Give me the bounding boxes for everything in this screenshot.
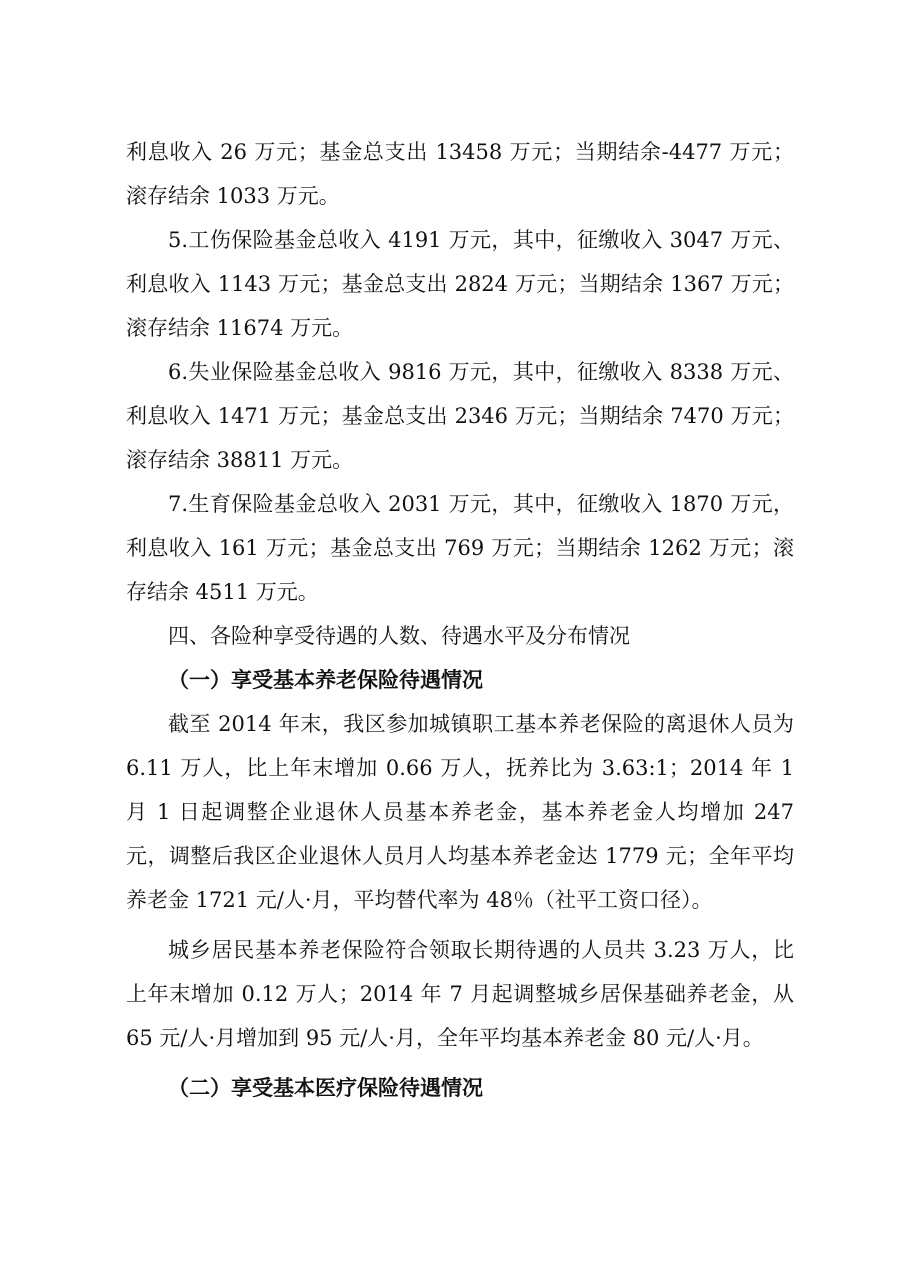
- subsection-heading-medical: （二）享受基本医疗保险待遇情况: [168, 1076, 483, 1100]
- paragraph-injury-insurance: 5.工伤保险基金总收入 4191 万元，其中，征缴收入 3047 万元、利息收入 1143 万元；基金总支出 2824 万元；当期结余 1367 万元；滚存结余 11674 万元。: [126, 228, 794, 340]
- section-heading-benefits: 四、各险种享受待遇的人数、待遇水平及分布情况: [168, 624, 630, 648]
- document-body: [126, 130, 794, 1110]
- subsection-heading-pension: （一）享受基本养老保险待遇情况: [168, 668, 483, 692]
- paragraph-maternity-insurance: 7.生育保险基金总收入 2031 万元，其中，征缴收入 1870 万元，利息收入 161 万元；基金总支出 769 万元；当期结余 1262 万元；滚存结余 4511 万元。: [126, 492, 794, 604]
- paragraph-rural-pension: 城乡居民基本养老保险符合领取长期待遇的人员共 3.23 万人，比上年末增加 0.12 万人；2014 年 7 月起调整城乡居保基础养老金，从 65 元/人·月增加到 95 元/人·月，全年平均基本养老金 80 元/人·月。: [126, 938, 794, 1050]
- paragraph-unemployment-insurance: 6.失业保险基金总收入 9816 万元，其中，征缴收入 8338 万元、利息收入 1471 万元；基金总支出 2346 万元；当期结余 7470 万元；滚存结余 38811 万元。: [126, 360, 794, 472]
- paragraph-pension-fund-tail: 利息收入 26 万元；基金总支出 13458 万元；当期结余-4477 万元；滚存结余 1033 万元。: [126, 140, 794, 208]
- paragraph-urban-pension: 截至 2014 年末，我区参加城镇职工基本养老保险的离退休人员为 6.11 万人，比上年末增加 0.66 万人，抚养比为 3.63:1；2014 年 1 月 1 日起调整企业退休人员基本养老金，基本养老金人均增加 247 元，调整后我区企业退休人员月人均基本养老金达 1779 元；全年平均养老金 1721 元/人·月，平均替代率为 48％（社平工资口径）。: [126, 712, 794, 912]
